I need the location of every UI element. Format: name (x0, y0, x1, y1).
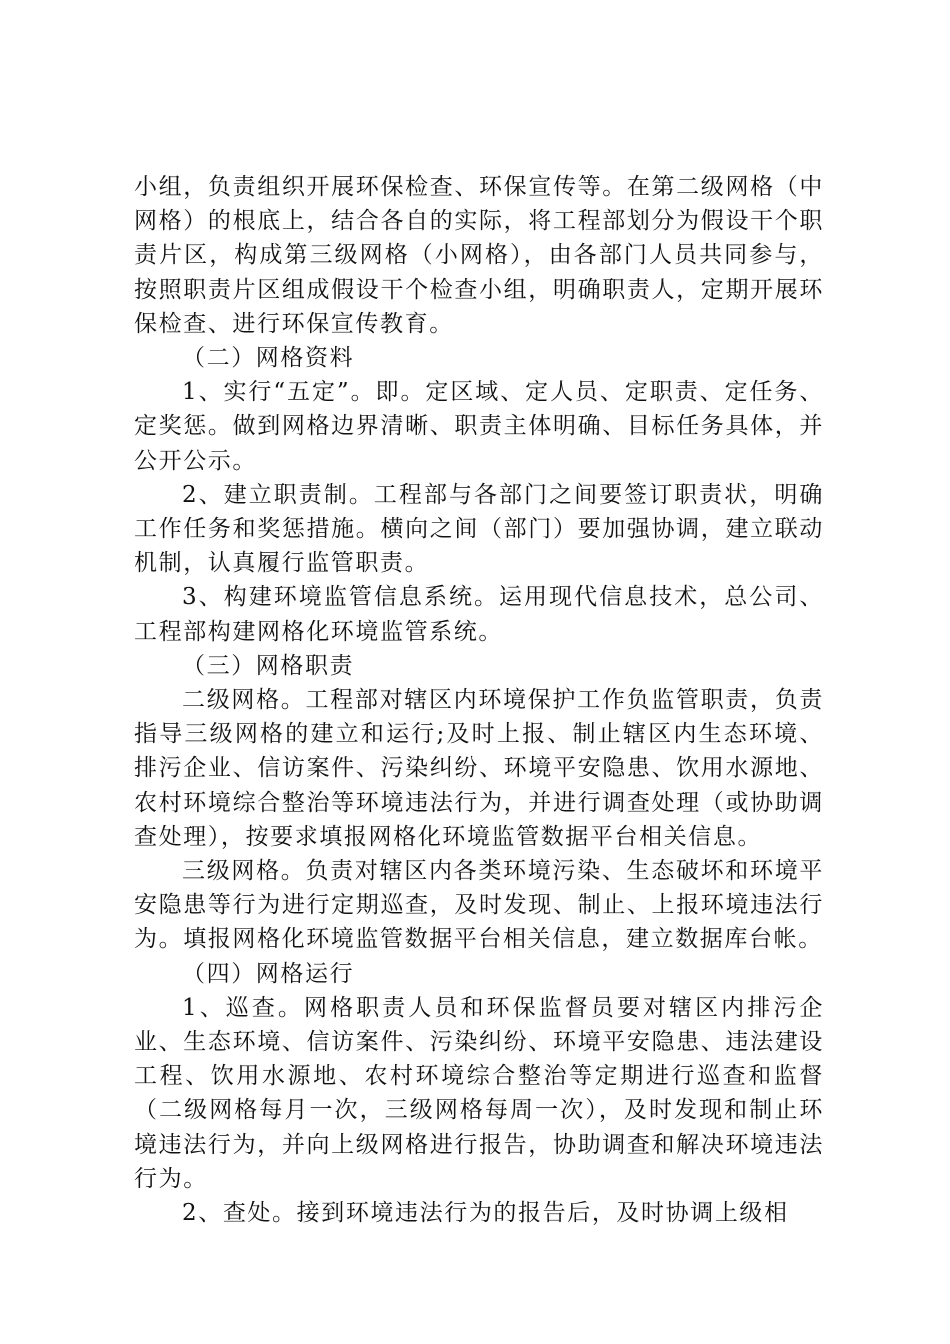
section-heading-grid-operation: （四）网格运行 (182, 960, 355, 987)
paragraph-monitoring-system: 3、构建环境监管信息系统。运用现代信息技术，总公司、工程部构建网格化环境监管系统。 (134, 584, 824, 645)
section-heading-grid-duties: （三）网格职责 (182, 652, 355, 679)
paragraph-five-fixed: 1、实行“五定”。即。定区域、定人员、定职责、定任务、定奖惩。做到网格边界清晰、职责主体明确、目标任务具体，并公开公示。 (134, 379, 824, 474)
paragraph-third-level-grid: 三级网格。负责对辖区内各类环境污染、生态破坏和环境平安隐患等行为进行定期巡查，及时发现、制止、上报环境违法行为。填报网格化环境监管数据平台相关信息，建立数据库台帐。 (134, 858, 824, 953)
paragraph-inspection: 1、巡查。网格职责人员和环保监督员要对辖区内排污企业、生态环境、信访案件、污染纠纷、环境平安隐患、违法建设工程、饮用水源地、农村环境综合整治等定期进行巡查和监督（二级网格每月一次，三级网格每周一次），及时发现和制止环境违法行为，并向上级网格进行报告，协助调查和解决环境违法行为。 (134, 994, 824, 1192)
paragraph-intro: 小组，负责组织开展环保检查、环保宣传等。在第二级网格（中网格）的根底上，结合各自的实际，将工程部划分为假设干个职责片区，构成第三级网格（小网格），由各部门人员共同参与，按照职责片区组成假设干个检查小组，明确职责人，定期开展环保检查、进行环保宣传教育。 (134, 174, 824, 337)
section-heading-grid-content: （二）网格资料 (182, 345, 355, 372)
paragraph-second-level-grid: 二级网格。工程部对辖区内环境保护工作负监管职责，负责指导三级网格的建立和运行;及时上报、制止辖区内生态环境、排污企业、信访案件、污染纠纷、环境平安隐患、饮用水源地、农村环境综合整治等环境违法行为，并进行调查处理（或协助调查处理），按要求填报网格化环境监管数据平台相关信息。 (134, 687, 824, 850)
paragraph-investigation: 2、查处。接到环境违法行为的报告后，及时协调上级相 (182, 1200, 789, 1227)
document-body (134, 170, 824, 1230)
paragraph-responsibility-system: 2、建立职责制。工程部与各部门之间要签订职责状，明确工作任务和奖惩措施。横向之间（部门）要加强协调，建立联动机制，认真履行监管职责。 (134, 481, 824, 577)
